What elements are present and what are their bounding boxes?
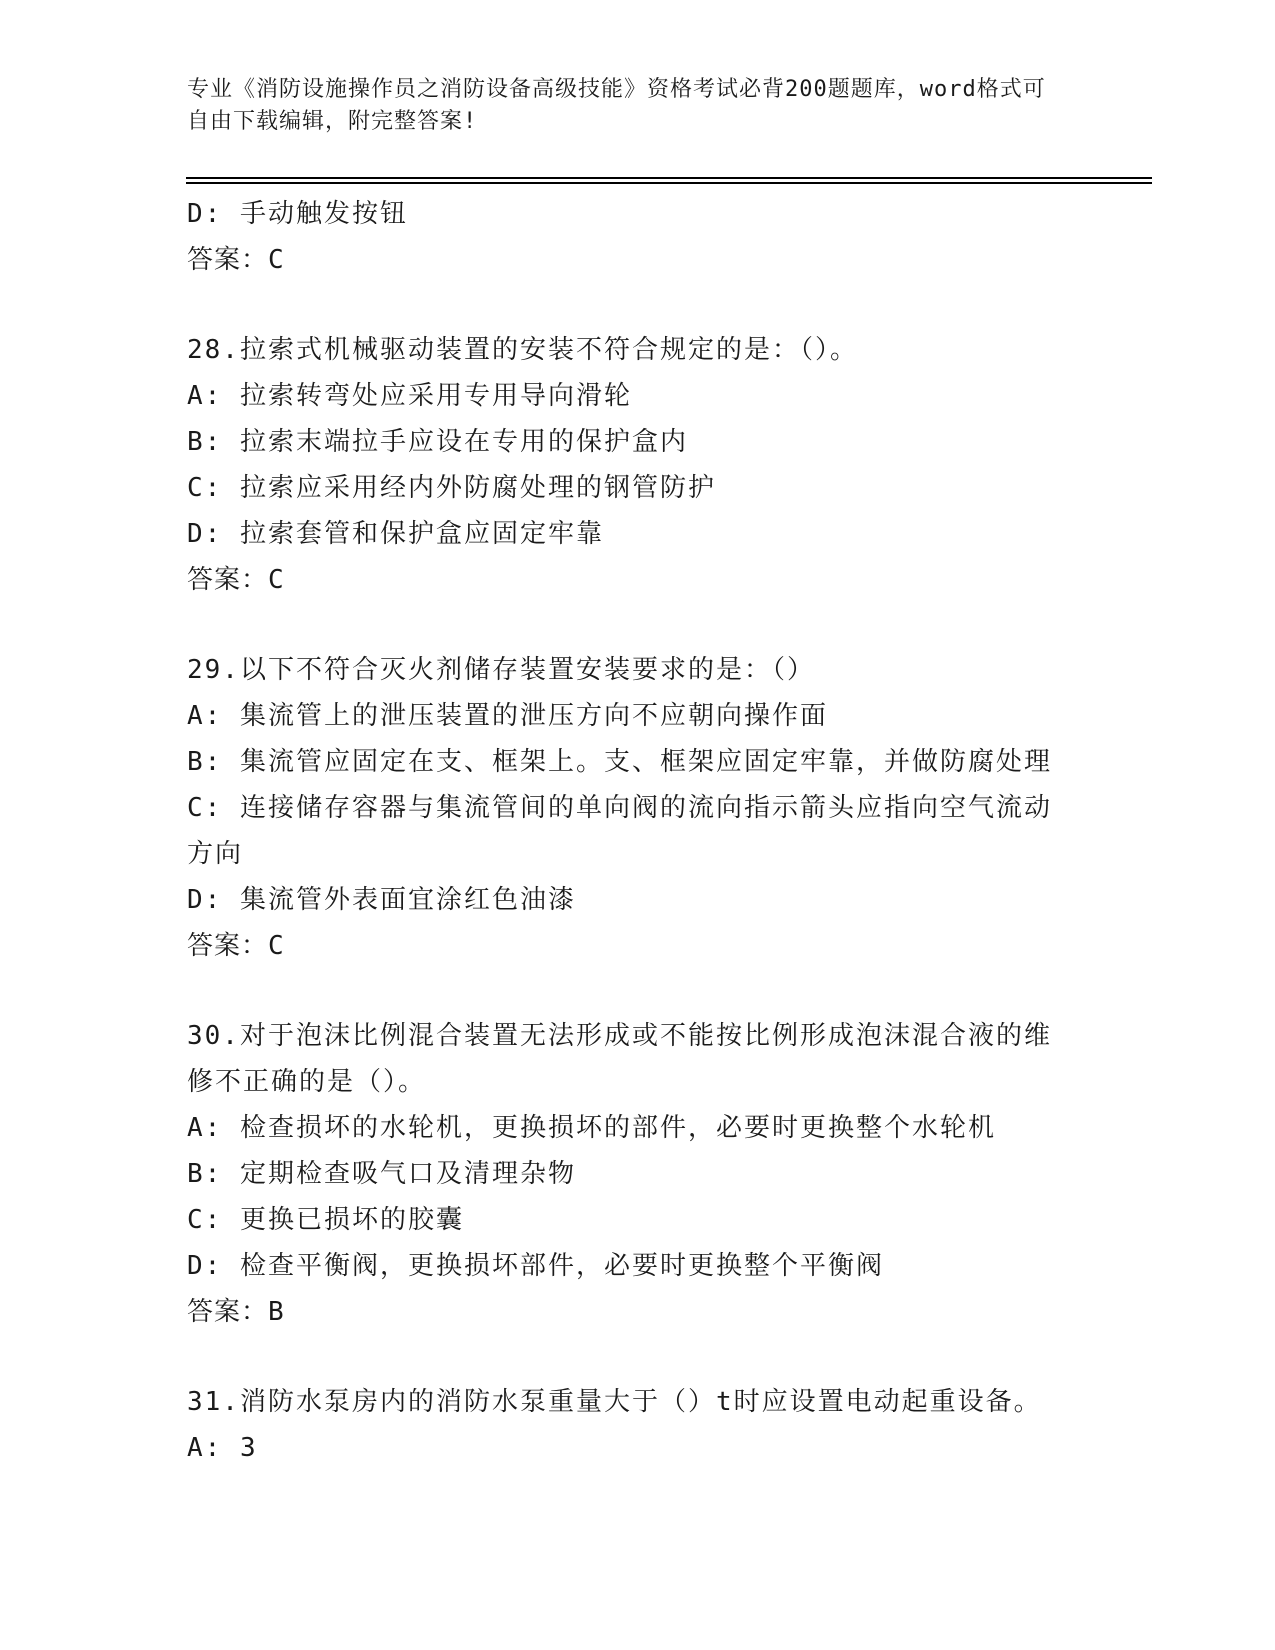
option-a: A: 集流管上的泄压装置的泄压方向不应朝向操作面 (187, 701, 828, 731)
document-body (187, 191, 1087, 1471)
question-stem: 31.消防水泵房内的消防水泵重量大于（）t时应设置电动起重设备。 (187, 1387, 1042, 1417)
question-29 (187, 647, 1087, 969)
question-30 (187, 1013, 1087, 1335)
question-27-tail (187, 191, 1087, 283)
option-a: A: 检查损坏的水轮机，更换损坏的部件，必要时更换整个水轮机 (187, 1113, 996, 1143)
option-a: A: 3 (187, 1433, 258, 1463)
spacer (187, 603, 1087, 647)
option-c: C: 更换已损坏的胶囊 (187, 1205, 464, 1235)
option-d: D: 手动触发按钮 (187, 199, 408, 229)
option-d: D: 检查平衡阀，更换损坏部件，必要时更换整个平衡阀 (187, 1251, 884, 1281)
option-c: C: 拉索应采用经内外防腐处理的钢管防护 (187, 473, 716, 503)
option-d: D: 集流管外表面宜涂红色油漆 (187, 885, 576, 915)
option-c: C: 连接储存容器与集流管间的单向阀的流向指示箭头应指向空气流动方向 (187, 793, 1052, 869)
page-header: 专业《消防设施操作员之消防设备高级技能》资格考试必背200题题库，word格式可自由下载编辑，附完整答案! (187, 77, 1046, 134)
question-stem: 28.拉索式机械驱动装置的安装不符合规定的是：（）。 (187, 335, 858, 365)
spacer (187, 1335, 1087, 1379)
answer-line: 答案：B (187, 1297, 285, 1327)
answer-line: 答案：C (187, 931, 285, 961)
header-rule-top (186, 177, 1152, 179)
option-b: B: 拉索末端拉手应设在专用的保护盒内 (187, 427, 688, 457)
answer-line: 答案：C (187, 565, 285, 595)
option-d: D: 拉索套管和保护盒应固定牢靠 (187, 519, 604, 549)
spacer (187, 283, 1087, 327)
question-stem: 30.对于泡沫比例混合装置无法形成或不能按比例形成泡沫混合液的维修不正确的是（）。 (187, 1021, 1052, 1097)
question-31 (187, 1379, 1087, 1471)
answer-line: 答案：C (187, 245, 285, 275)
question-28 (187, 327, 1087, 603)
spacer (187, 969, 1087, 1013)
option-a: A: 拉索转弯处应采用专用导向滑轮 (187, 381, 632, 411)
option-b: B: 定期检查吸气口及清理杂物 (187, 1159, 576, 1189)
question-stem: 29.以下不符合灭火剂储存装置安装要求的是：（） (187, 655, 815, 685)
option-b: B: 集流管应固定在支、框架上。支、框架应固定牢靠，并做防腐处理 (187, 747, 1052, 777)
header-rule-bottom (186, 182, 1152, 184)
